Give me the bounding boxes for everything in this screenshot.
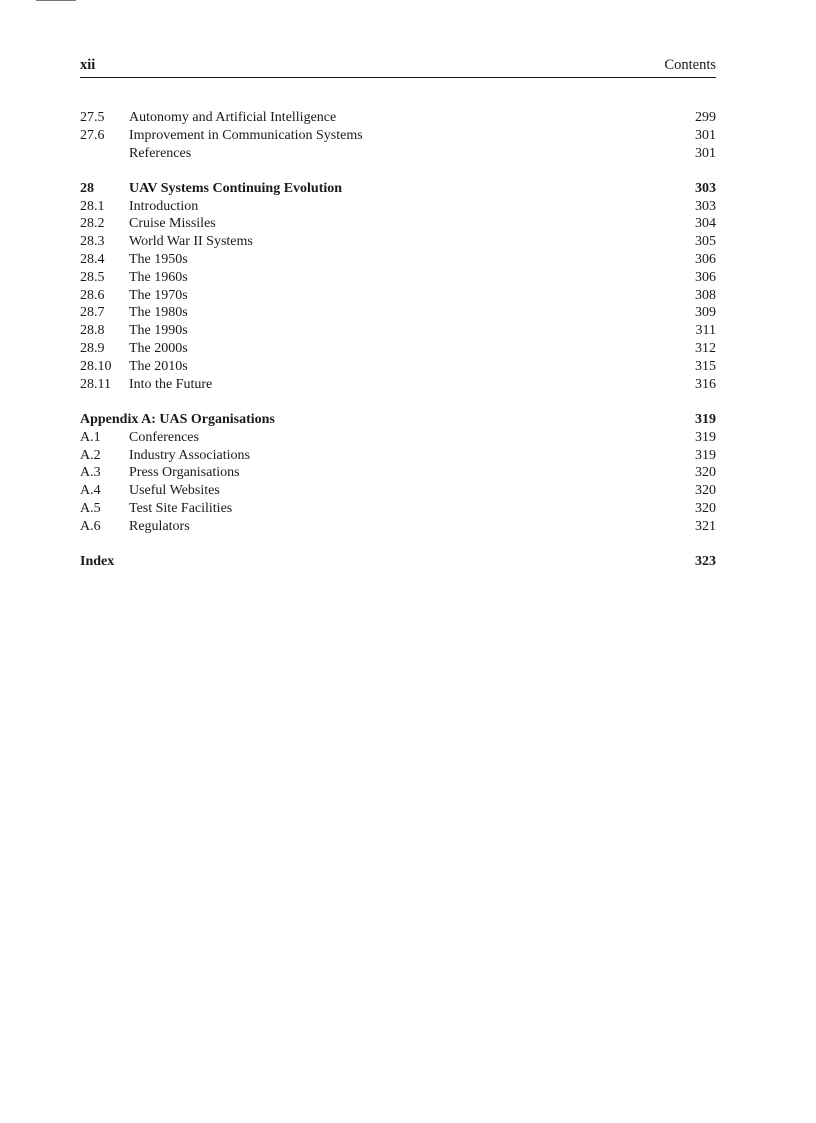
page-number: 304 xyxy=(695,216,716,232)
section-title: Useful Websites xyxy=(129,483,220,499)
table-of-contents xyxy=(80,109,716,571)
page-number: 311 xyxy=(695,323,716,339)
toc-entry[interactable] xyxy=(80,376,716,394)
toc-entry[interactable] xyxy=(80,304,716,322)
toc-entry[interactable] xyxy=(80,198,716,216)
section-number: 27.5 xyxy=(80,110,105,125)
page-number: 308 xyxy=(695,287,716,303)
section-number: 28.9 xyxy=(80,341,105,357)
chapter-number: 28 xyxy=(80,180,94,196)
page-number: 316 xyxy=(695,376,716,392)
toc-chapter-entry[interactable] xyxy=(80,180,716,198)
running-title: Contents xyxy=(664,57,716,73)
section-number: 28.8 xyxy=(80,323,105,339)
section-number: 28.1 xyxy=(80,198,105,214)
section-title: Test Site Facilities xyxy=(129,500,233,516)
section-number: A.4 xyxy=(80,483,101,499)
page-header xyxy=(80,57,716,78)
section-number: 28.10 xyxy=(80,358,112,374)
toc-entry[interactable] xyxy=(80,145,716,163)
toc-entry[interactable] xyxy=(80,429,716,447)
toc-entry[interactable] xyxy=(80,518,716,536)
toc-entry[interactable] xyxy=(80,127,716,145)
toc-entry[interactable] xyxy=(80,269,716,287)
toc-entry[interactable] xyxy=(80,109,716,127)
section-title: The 2010s xyxy=(129,358,188,374)
section-number: 28.3 xyxy=(80,234,105,250)
section-number: 28.4 xyxy=(80,252,105,268)
section-number: A.5 xyxy=(80,500,101,516)
toc-entry[interactable] xyxy=(80,358,716,376)
page-number: 306 xyxy=(695,252,716,268)
section-title: References xyxy=(129,145,192,161)
page-number: 321 xyxy=(695,518,716,534)
toc-entry[interactable] xyxy=(80,500,716,518)
page-number: 315 xyxy=(695,358,716,374)
toc-group-chapter-27 xyxy=(80,109,716,162)
section-title: World War II Systems xyxy=(129,234,253,250)
page-number: 320 xyxy=(695,483,716,499)
section-number: 27.6 xyxy=(80,127,105,143)
section-title: The 1950s xyxy=(129,252,188,268)
section-title: The 1960s xyxy=(129,269,188,285)
page-number: 299 xyxy=(695,110,716,125)
page-number: 323 xyxy=(695,554,716,570)
section-title: Autonomy and Artificial Intelligence xyxy=(129,110,337,125)
toc-entry[interactable] xyxy=(80,340,716,358)
toc-entry[interactable] xyxy=(80,464,716,482)
section-number: A.1 xyxy=(80,429,101,445)
section-number: 28.7 xyxy=(80,305,105,321)
page-number: 319 xyxy=(695,429,716,445)
section-title: The 1990s xyxy=(129,323,188,339)
page-number: 305 xyxy=(695,234,716,250)
section-number: 28.6 xyxy=(80,287,105,303)
appendix-title: Appendix A: UAS Organisations xyxy=(80,411,275,427)
page-number: 312 xyxy=(695,341,716,357)
toc-entry[interactable] xyxy=(80,233,716,251)
page-number: 309 xyxy=(695,305,716,321)
section-number: 28.2 xyxy=(80,216,105,232)
section-title: Press Organisations xyxy=(129,465,240,481)
toc-entry[interactable] xyxy=(80,322,716,340)
section-number: A.3 xyxy=(80,465,101,481)
page-number: 319 xyxy=(695,411,716,427)
toc-index-entry[interactable] xyxy=(80,553,716,571)
page-number: 301 xyxy=(695,127,716,143)
section-title: Improvement in Communication Systems xyxy=(129,127,363,143)
toc-entry[interactable] xyxy=(80,287,716,305)
page-number: 303 xyxy=(695,198,716,214)
section-title: The 2000s xyxy=(129,341,188,357)
toc-group-chapter-28 xyxy=(80,180,716,394)
crop-mark xyxy=(36,0,76,1)
toc-group-index xyxy=(80,553,716,571)
section-title: Regulators xyxy=(129,518,190,534)
section-title: Introduction xyxy=(129,198,199,214)
page-number: 320 xyxy=(695,465,716,481)
index-title: Index xyxy=(80,554,115,570)
section-number: A.6 xyxy=(80,518,101,534)
chapter-title: UAV Systems Continuing Evolution xyxy=(129,180,343,196)
page-number: 306 xyxy=(695,269,716,285)
section-number: 28.5 xyxy=(80,269,105,285)
section-title: The 1970s xyxy=(129,287,188,303)
toc-appendix-entry[interactable] xyxy=(80,411,716,429)
section-title: Industry Associations xyxy=(129,447,250,463)
page-number: 303 xyxy=(695,180,716,196)
toc-entry[interactable] xyxy=(80,251,716,269)
section-title: Conferences xyxy=(129,429,199,445)
toc-entry[interactable] xyxy=(80,447,716,465)
page-number: 319 xyxy=(695,447,716,463)
section-title: Into the Future xyxy=(129,376,213,392)
toc-entry[interactable] xyxy=(80,482,716,500)
toc-entry[interactable] xyxy=(80,215,716,233)
section-title: Cruise Missiles xyxy=(129,216,216,232)
page-number: 301 xyxy=(695,145,716,161)
section-title: The 1980s xyxy=(129,305,188,321)
section-number: A.2 xyxy=(80,447,101,463)
page-number: 320 xyxy=(695,500,716,516)
page-folio: xii xyxy=(80,57,96,73)
toc-group-appendix-a xyxy=(80,411,716,536)
section-number: 28.11 xyxy=(80,376,111,392)
